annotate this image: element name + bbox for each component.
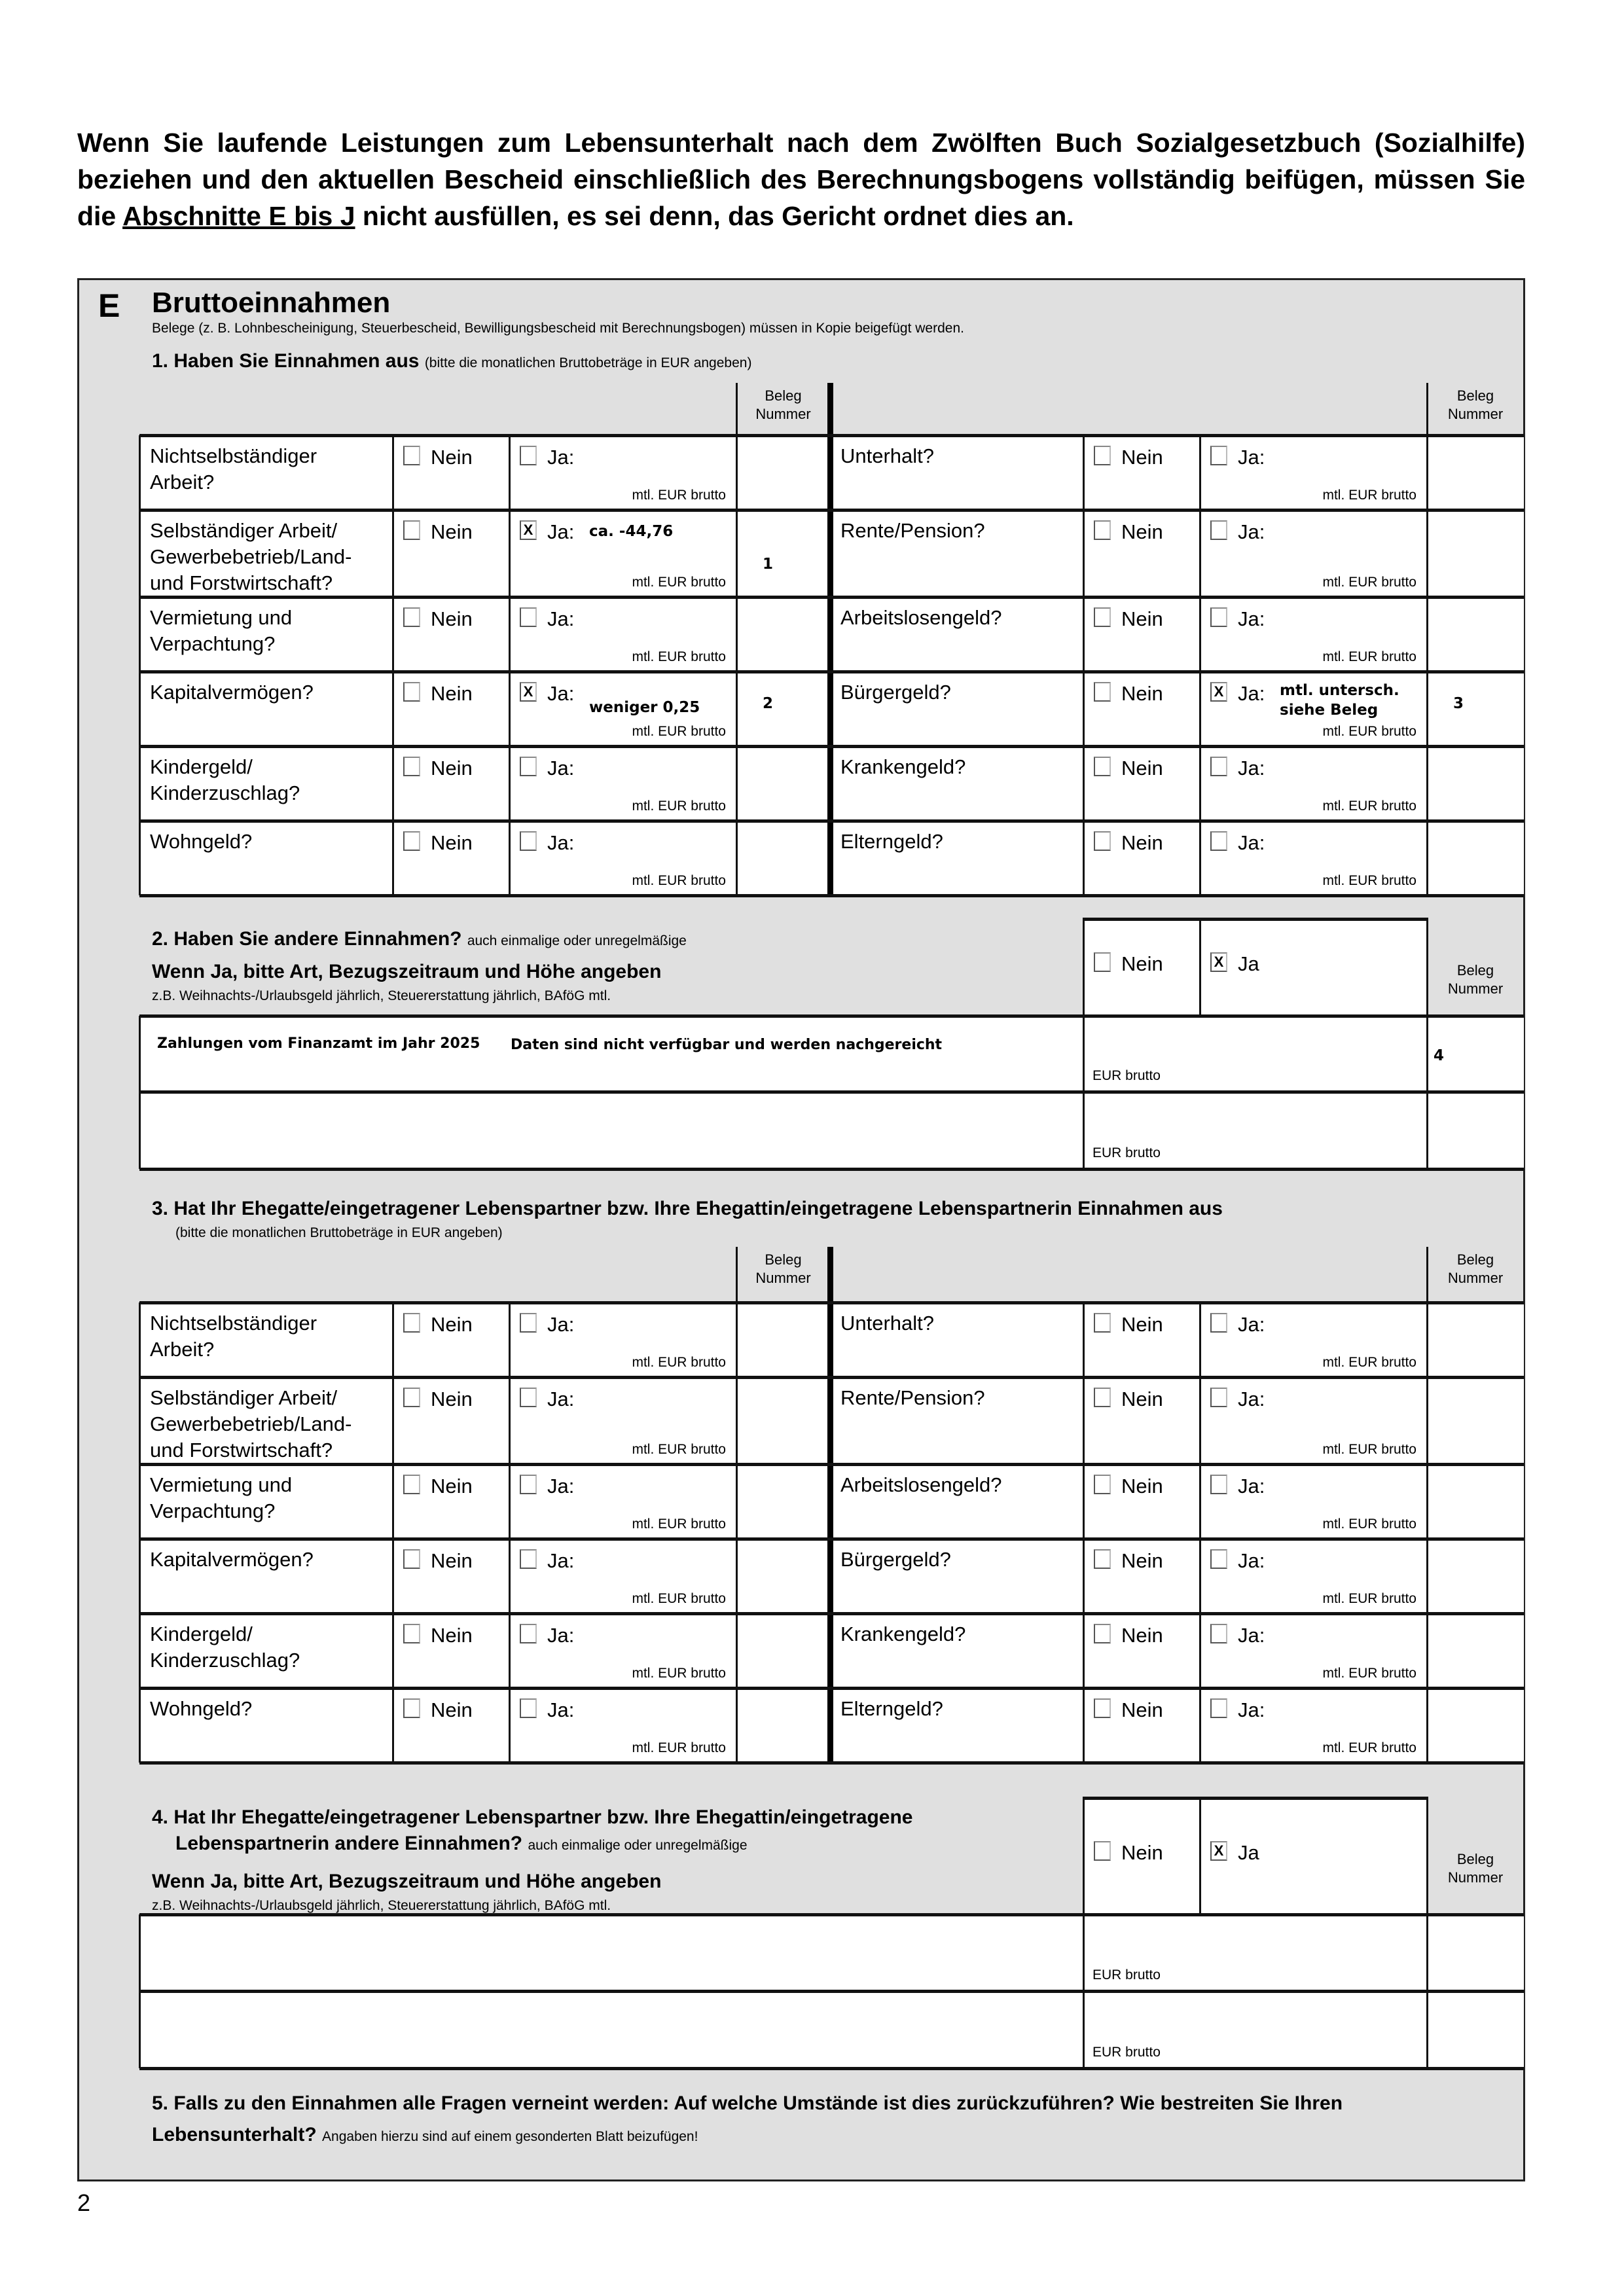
amount-field[interactable]: ca. -44,76 [589, 523, 674, 540]
row-divider [139, 2067, 1524, 2070]
ja-checkbox[interactable] [1210, 1624, 1227, 1643]
q3-note: (bitte die monatlichen Bruttobeträge in EUR angeben) [175, 1225, 503, 1240]
unit-label: mtl. EUR brutto [1322, 1591, 1416, 1606]
unit-label: mtl. EUR brutto [632, 1591, 726, 1606]
nein-label: Nein [1121, 1388, 1163, 1410]
row-divider [139, 1990, 1524, 1993]
nein-label: Nein [431, 520, 473, 543]
ja-label: Ja: [1238, 757, 1265, 780]
column-divider [1083, 918, 1085, 1016]
income-type-label: Arbeitslosengeld? [840, 606, 1002, 629]
nein-checkbox[interactable] [1094, 831, 1111, 851]
nein-label: Nein [1121, 1475, 1163, 1498]
nein-checkbox[interactable] [403, 1698, 420, 1718]
nein-checkbox[interactable] [403, 1388, 420, 1407]
income-type-label: Elterngeld? [840, 1697, 943, 1720]
beleg-number-field[interactable] [763, 620, 823, 640]
row-divider [139, 1168, 1524, 1171]
ja-label: Ja: [1238, 1313, 1265, 1336]
unit-label: mtl. EUR brutto [1322, 724, 1416, 739]
column-divider [1426, 1247, 1428, 1302]
q2-instruction: Wenn Ja, bitte Art, Bezugszeitraum und Höhe angeben [152, 961, 662, 982]
unit-label: EUR brutto [1092, 1145, 1161, 1160]
q4-title-line1: 4. Hat Ihr Ehegatte/eingetragener Lebenspartner bzw. Ihre Ehegattin/eingetragene [152, 1806, 913, 1828]
column-divider [736, 1247, 738, 1302]
amount-field[interactable] [1280, 606, 1422, 626]
beleg-number-field[interactable] [763, 1712, 823, 1731]
q4-nein-label: Nein [1121, 1841, 1163, 1864]
amount-field[interactable] [589, 1697, 731, 1717]
beleg-number-field[interactable] [1453, 620, 1517, 640]
entry-beleg-field[interactable] [1434, 2022, 1517, 2042]
nein-checkbox[interactable] [403, 1549, 420, 1569]
beleg-number-field[interactable] [1453, 1401, 1517, 1420]
beleg-number-field[interactable] [763, 1326, 823, 1346]
beleg-header-line2: Nummer [1447, 1869, 1504, 1886]
unit-label: mtl. EUR brutto [1322, 488, 1416, 503]
ja-checkbox[interactable] [520, 1698, 537, 1718]
ja-label: Ja: [1238, 1624, 1265, 1647]
ja-label: Ja: [1238, 446, 1265, 469]
beleg-number-field[interactable] [763, 1562, 823, 1582]
ja-checkbox[interactable] [1210, 446, 1227, 465]
income-type-label: Arbeitslosengeld? [840, 1473, 1002, 1496]
nein-checkbox[interactable] [1094, 520, 1111, 540]
ja-checkbox[interactable]: X [520, 682, 537, 702]
entry-type-field[interactable]: Zahlungen vom Finanzamt im Jahr 2025 [157, 1035, 480, 1052]
nein-checkbox[interactable] [1094, 1549, 1111, 1569]
ja-label: Ja: [547, 446, 575, 469]
column-divider [1426, 383, 1428, 435]
nein-label: Nein [431, 682, 473, 705]
ja-checkbox[interactable] [520, 1388, 537, 1407]
income-type-label: Krankengeld? [840, 1623, 966, 1645]
nein-checkbox[interactable] [403, 1624, 420, 1643]
section-subtitle: Belege (z. B. Lohnbescheinigung, Steuerbescheid, Bewilligungsbescheid mit Berechnungsbogen) müssen in Kopie beigefügt werden. [152, 321, 964, 336]
ja-checkbox[interactable]: X [520, 520, 537, 540]
q2-ja-label: Ja [1238, 952, 1259, 975]
nein-checkbox[interactable] [1094, 682, 1111, 702]
q2-example: z.B. Weihnachts-/Urlaubsgeld jährlich, Steuererstattung jährlich, BAföG mtl. [152, 988, 611, 1003]
unit-label: mtl. EUR brutto [632, 724, 726, 739]
beleg-header-line1: Beleg [1456, 1851, 1494, 1867]
amount-field[interactable]: mtl. untersch. siehe Beleg [1280, 682, 1399, 719]
ja-checkbox[interactable] [520, 1313, 537, 1333]
intro-text-1: Wenn Sie laufende Leistungen zum Lebensunterhalt nach dem Zwölften Buch Sozialgesetzbuch (Sozialhilfe) beziehen und den aktuellen Bescheid einschließlich des Berechnungsbogens vollständig beifügen, müssen Sie die [77, 128, 1525, 231]
nein-label: Nein [431, 831, 473, 854]
ja-label: Ja: [547, 520, 575, 543]
q2-beleg-header [1427, 961, 1524, 998]
income-type-label: Unterhalt? [840, 444, 935, 467]
nein-checkbox[interactable] [1094, 446, 1111, 465]
nein-label: Nein [1121, 607, 1163, 630]
ja-checkbox[interactable] [520, 1475, 537, 1494]
ja-label: Ja: [547, 1388, 575, 1410]
unit-label: mtl. EUR brutto [632, 1666, 726, 1681]
q2-ja-checkbox[interactable]: X [1210, 952, 1227, 972]
ja-label: Ja: [547, 757, 575, 780]
amount-field[interactable] [1280, 755, 1422, 775]
column-divider [1199, 918, 1201, 1016]
column-divider [1426, 1016, 1428, 1169]
column-divider [1083, 1016, 1085, 1169]
ja-checkbox[interactable] [520, 446, 537, 465]
income-type-label: Krankengeld? [840, 755, 966, 778]
nein-checkbox[interactable] [403, 607, 420, 627]
nein-checkbox[interactable] [403, 446, 420, 465]
income-type-label: Bürgergeld? [840, 1548, 951, 1571]
q4-example: z.B. Weihnachts-/Urlaubsgeld jährlich, Steuererstattung jährlich, BAföG mtl. [152, 1898, 611, 1913]
nein-checkbox[interactable] [403, 520, 420, 540]
intro-text-2: nicht ausfüllen, es sei denn, das Gericht ordnet dies an. [355, 201, 1074, 231]
column-divider [1083, 1914, 1085, 2068]
unit-label: mtl. EUR brutto [632, 1355, 726, 1370]
income-type-label: Kapitalvermögen? [150, 1548, 314, 1571]
beleg-number-field[interactable] [1453, 1326, 1517, 1346]
income-type-label: Rente/Pension? [840, 519, 985, 542]
unit-label: mtl. EUR brutto [632, 575, 726, 590]
ja-label: Ja: [547, 1549, 575, 1572]
amount-field[interactable] [589, 755, 731, 775]
income-type-label: Elterngeld? [840, 830, 943, 853]
unit-label: mtl. EUR brutto [1322, 1355, 1416, 1370]
income-type-label: Kindergeld/ Kinderzuschlag? [150, 755, 300, 804]
unit-label: mtl. EUR brutto [1322, 575, 1416, 590]
beleg-number-field[interactable] [1453, 844, 1517, 864]
ja-label: Ja: [1238, 607, 1265, 630]
beleg-number-field[interactable] [1453, 770, 1517, 789]
ja-label: Ja: [1238, 1475, 1265, 1498]
nein-checkbox[interactable] [1094, 1475, 1111, 1494]
beleg-number-field[interactable]: 1 [763, 556, 774, 573]
amount-field[interactable] [1280, 444, 1422, 464]
amount-field[interactable] [589, 444, 731, 464]
beleg-number-field[interactable]: 3 [1453, 695, 1464, 712]
nein-label: Nein [431, 1388, 473, 1410]
entry-type-field[interactable] [157, 1934, 497, 1954]
ja-checkbox[interactable] [520, 1549, 537, 1569]
amount-field[interactable] [1280, 1623, 1422, 1642]
entry-beleg-field[interactable] [1434, 1946, 1517, 1965]
nein-label: Nein [431, 1624, 473, 1647]
income-type-label: Selbständiger Arbeit/ Gewerbebetrieb/Land- und Forstwirtschaft? [150, 1386, 352, 1462]
section-title: Bruttoeinnahmen [152, 287, 391, 319]
q2-note: auch einmalige oder unregelmäßige [467, 933, 687, 948]
nein-label: Nein [431, 1475, 473, 1498]
ja-checkbox[interactable] [1210, 1475, 1227, 1494]
beleg-header-line1: Beleg [765, 387, 802, 404]
unit-label: mtl. EUR brutto [1322, 873, 1416, 888]
amount-field[interactable] [589, 1623, 731, 1642]
amount-field[interactable] [1280, 1386, 1422, 1406]
ja-checkbox[interactable] [1210, 1388, 1227, 1407]
nein-label: Nein [431, 1313, 473, 1336]
q1-title-text: 1. Haben Sie Einnahmen aus [152, 350, 420, 372]
unit-label: mtl. EUR brutto [632, 1442, 726, 1457]
table-left-border [139, 1914, 141, 2068]
nein-checkbox[interactable] [403, 831, 420, 851]
amount-field[interactable] [1280, 1697, 1422, 1717]
beleg-header-line2: Nummer [1447, 406, 1504, 422]
unit-label: mtl. EUR brutto [632, 649, 726, 664]
beleg-number-field[interactable] [763, 1401, 823, 1420]
beleg-number-field[interactable] [763, 459, 823, 478]
beleg-number-field[interactable] [1453, 1712, 1517, 1731]
nein-label: Nein [431, 1549, 473, 1572]
nein-checkbox[interactable] [1094, 1313, 1111, 1333]
ja-checkbox[interactable] [520, 757, 537, 776]
ja-label: Ja: [547, 1313, 575, 1336]
q1-left-beleg-header [736, 387, 830, 423]
ja-checkbox[interactable] [1210, 1698, 1227, 1718]
amount-field[interactable] [1280, 1548, 1422, 1568]
column-divider [1083, 1797, 1085, 1914]
nein-checkbox[interactable] [1094, 757, 1111, 776]
beleg-header-line2: Nummer [1447, 980, 1504, 997]
q4-ja-label: Ja [1238, 1841, 1259, 1864]
nein-checkbox[interactable] [403, 1475, 420, 1494]
unit-label: mtl. EUR brutto [632, 488, 726, 503]
income-type-label: Wohngeld? [150, 830, 253, 853]
nein-label: Nein [1121, 831, 1163, 854]
nein-checkbox[interactable] [403, 757, 420, 776]
unit-label: EUR brutto [1092, 2045, 1161, 2060]
q2-title-text: 2. Haben Sie andere Einnahmen? [152, 928, 462, 950]
page-number: 2 [77, 2189, 91, 2216]
nein-label: Nein [1121, 520, 1163, 543]
unit-label: mtl. EUR brutto [632, 1516, 726, 1532]
nein-label: Nein [1121, 682, 1163, 705]
ja-label: Ja: [547, 1475, 575, 1498]
ja-checkbox[interactable] [1210, 520, 1227, 540]
unit-label: mtl. EUR brutto [1322, 798, 1416, 814]
ja-label: Ja: [1238, 1698, 1265, 1721]
nein-label: Nein [1121, 1313, 1163, 1336]
table-left-border [139, 1016, 141, 1169]
nein-label: Nein [1121, 757, 1163, 780]
ja-label: Ja: [547, 831, 575, 854]
q4-title-line2 [175, 1833, 748, 1855]
entry-detail-field[interactable] [511, 1113, 1060, 1132]
ja-label: Ja: [1238, 1549, 1265, 1572]
nein-checkbox[interactable] [1094, 1698, 1111, 1718]
ja-checkbox[interactable] [1210, 831, 1227, 851]
amount-field[interactable] [589, 1473, 731, 1493]
income-type-label: Kapitalvermögen? [150, 681, 314, 704]
unit-label: mtl. EUR brutto [1322, 1442, 1416, 1457]
ja-label: Ja: [1238, 520, 1265, 543]
ja-checkbox[interactable] [1210, 757, 1227, 776]
beleg-number-field[interactable] [1453, 533, 1517, 553]
nein-checkbox[interactable] [403, 682, 420, 702]
amount-field[interactable]: weniger 0,25 [589, 699, 700, 716]
nein-label: Nein [1121, 1624, 1163, 1647]
q1-note: (bitte die monatlichen Bruttobeträge in EUR angeben) [424, 355, 752, 370]
beleg-header-line1: Beleg [1456, 962, 1494, 978]
unit-label: mtl. EUR brutto [1322, 1740, 1416, 1755]
nein-label: Nein [1121, 1549, 1163, 1572]
beleg-number-field[interactable] [1453, 459, 1517, 478]
q3-left-beleg-header [736, 1251, 830, 1287]
q5-title-text: 5. Falls zu den Einnahmen alle Fragen verneint werden: Auf welche Umstände ist dies zurückzuführen? Wie bestreiten Sie Ihren Lebensunterhalt? [152, 2092, 1343, 2145]
beleg-number-field[interactable] [1453, 1562, 1517, 1582]
amount-field[interactable] [1280, 830, 1422, 850]
ja-checkbox[interactable] [520, 1624, 537, 1643]
beleg-number-field[interactable] [1453, 1637, 1517, 1657]
beleg-number-field[interactable] [1453, 1488, 1517, 1507]
entry-type-field[interactable] [157, 1111, 497, 1131]
nein-label: Nein [1121, 446, 1163, 469]
amount-field[interactable] [589, 1312, 731, 1331]
income-type-label: Vermietung und Verpachtung? [150, 1473, 293, 1522]
amount-field[interactable] [1280, 1312, 1422, 1331]
q4-title-text: Lebenspartnerin andere Einnahmen? [175, 1833, 523, 1854]
q3-right-beleg-header [1427, 1251, 1524, 1287]
unit-label: mtl. EUR brutto [632, 798, 726, 814]
q4-note: auch einmalige oder unregelmäßige [528, 1838, 748, 1853]
income-type-label: Nichtselbständiger Arbeit? [150, 444, 317, 493]
beleg-number-field[interactable] [763, 1637, 823, 1657]
income-type-label: Kindergeld/ Kinderzuschlag? [150, 1623, 300, 1672]
nein-label: Nein [431, 607, 473, 630]
beleg-header-line2: Nummer [755, 1270, 811, 1286]
q1-right-beleg-header [1427, 387, 1524, 423]
intro-underlined-sections: Abschnitte E bis J [122, 201, 355, 231]
row-divider [139, 1014, 1524, 1018]
income-type-label: Bürgergeld? [840, 681, 951, 704]
entry-amount-field[interactable] [1092, 1928, 1416, 1947]
q2-title [152, 928, 687, 950]
beleg-number-field[interactable] [763, 844, 823, 864]
unit-label: mtl. EUR brutto [1322, 1666, 1416, 1681]
beleg-header-line1: Beleg [765, 1251, 802, 1268]
q2-nein-label: Nein [1121, 952, 1163, 975]
ja-label: Ja: [547, 1698, 575, 1721]
income-type-label: Nichtselbständiger Arbeit? [150, 1312, 317, 1361]
beleg-header-line1: Beleg [1456, 1251, 1494, 1268]
entry-amount-field[interactable] [1092, 1105, 1416, 1124]
q4-nein-checkbox[interactable] [1094, 1841, 1111, 1861]
unit-label: mtl. EUR brutto [1322, 649, 1416, 664]
column-divider [1199, 1797, 1201, 1914]
amount-field[interactable] [589, 1386, 731, 1406]
q1-title [152, 350, 751, 372]
ja-label: Ja: [547, 607, 575, 630]
entry-detail-field[interactable]: Daten sind nicht verfügbar und werden nachgereicht [511, 1037, 943, 1053]
intro-paragraph [77, 124, 1525, 234]
row-divider [139, 1090, 1524, 1094]
nein-checkbox[interactable] [1094, 1388, 1111, 1407]
amount-field[interactable] [589, 830, 731, 850]
nein-label: Nein [1121, 1698, 1163, 1721]
income-type-label: Selbständiger Arbeit/ Gewerbebetrieb/Land- und Forstwirtschaft? [150, 519, 352, 594]
ja-label: Ja: [1238, 682, 1265, 705]
amount-field[interactable] [1280, 519, 1422, 539]
beleg-header-line2: Nummer [755, 406, 811, 422]
section-letter: E [98, 287, 120, 324]
entry-beleg-field[interactable]: 4 [1434, 1047, 1445, 1064]
unit-label: EUR brutto [1092, 1068, 1161, 1083]
beleg-number-field[interactable] [763, 1488, 823, 1507]
unit-label: mtl. EUR brutto [1322, 1516, 1416, 1532]
column-divider [736, 383, 738, 435]
column-divider [1426, 1914, 1428, 2068]
entry-type-field[interactable] [157, 2011, 497, 2030]
entry-beleg-field[interactable] [1434, 1123, 1517, 1143]
amount-field[interactable] [589, 606, 731, 626]
beleg-header-line1: Beleg [1456, 387, 1494, 404]
nein-checkbox[interactable] [1094, 607, 1111, 627]
q4-beleg-header [1427, 1850, 1524, 1887]
ja-label: Ja: [547, 1624, 575, 1647]
entry-amount-field[interactable] [1092, 1029, 1416, 1049]
ja-checkbox[interactable] [520, 831, 537, 851]
beleg-number-field[interactable]: 2 [763, 695, 774, 712]
amount-field[interactable] [589, 1548, 731, 1568]
amount-field[interactable] [1280, 1473, 1422, 1493]
unit-label: mtl. EUR brutto [632, 873, 726, 888]
ja-checkbox[interactable] [1210, 607, 1227, 627]
ja-checkbox[interactable]: X [1210, 682, 1227, 702]
q4-instruction: Wenn Ja, bitte Art, Bezugszeitraum und Höhe angeben [152, 1871, 662, 1892]
entry-amount-field[interactable] [1092, 2004, 1416, 2024]
ja-label: Ja: [1238, 1388, 1265, 1410]
ja-checkbox[interactable] [1210, 1549, 1227, 1569]
unit-label: mtl. EUR brutto [632, 1740, 726, 1755]
q5-note: Angaben hierzu sind auf einem gesonderten Blatt beizufügen! [322, 2129, 698, 2144]
income-type-label: Rente/Pension? [840, 1386, 985, 1409]
income-type-label: Vermietung und Verpachtung? [150, 606, 293, 655]
q2-nein-checkbox[interactable] [1094, 952, 1111, 972]
income-type-label: Unterhalt? [840, 1312, 935, 1335]
ja-checkbox[interactable] [1210, 1313, 1227, 1333]
ja-checkbox[interactable] [520, 607, 537, 627]
nein-checkbox[interactable] [403, 1313, 420, 1333]
q5-question [152, 2088, 1500, 2153]
income-type-label: Wohngeld? [150, 1697, 253, 1720]
beleg-number-field[interactable] [763, 770, 823, 789]
q4-ja-checkbox[interactable]: X [1210, 1841, 1227, 1861]
unit-label: EUR brutto [1092, 1967, 1161, 1982]
nein-label: Nein [431, 757, 473, 780]
ja-label: Ja: [547, 682, 575, 705]
nein-label: Nein [431, 446, 473, 469]
ja-label: Ja: [1238, 831, 1265, 854]
beleg-header-line2: Nummer [1447, 1270, 1504, 1286]
nein-checkbox[interactable] [1094, 1624, 1111, 1643]
row-divider [139, 1913, 1524, 1916]
q3-title: 3. Hat Ihr Ehegatte/eingetragener Lebenspartner bzw. Ihre Ehegattin/eingetragene Lebenspartnerin Einnahmen aus [152, 1198, 1223, 1219]
nein-label: Nein [431, 1698, 473, 1721]
